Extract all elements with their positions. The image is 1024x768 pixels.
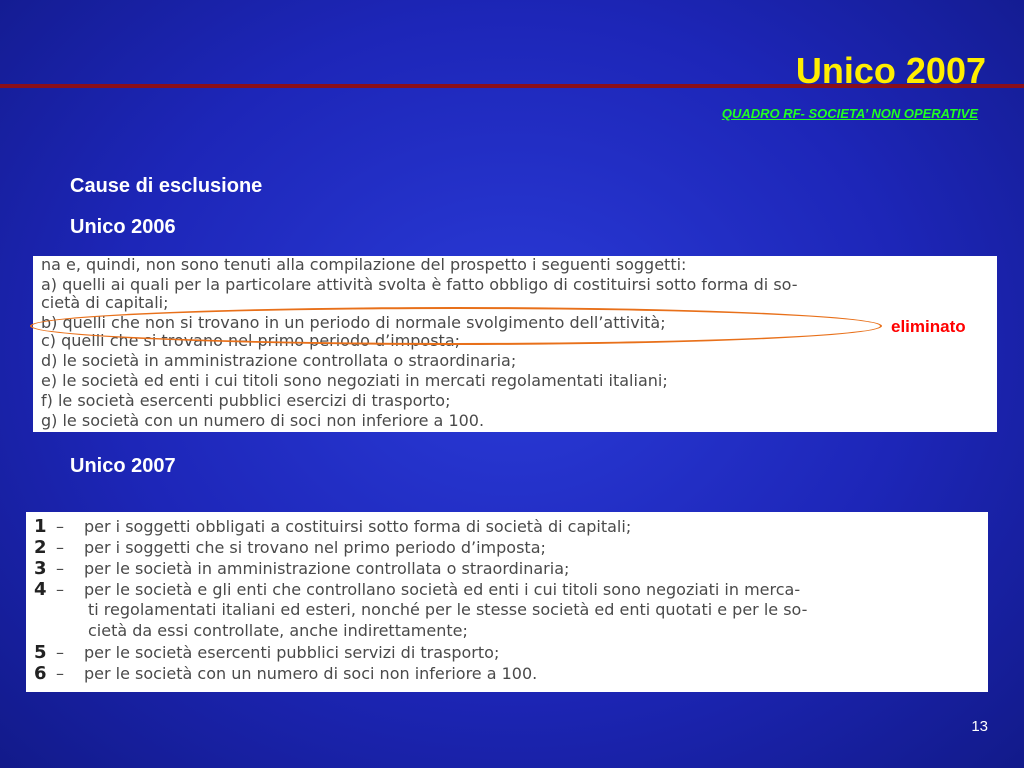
item-number: 1 — [34, 516, 47, 537]
list-item — [34, 537, 546, 558]
list-item — [34, 558, 569, 579]
excerpt-line: d) le società in amministrazione controllata o straordinaria; — [41, 351, 517, 370]
slide-title: Unico 2007 — [795, 50, 986, 91]
excerpt-line: cietà di capitali; — [41, 293, 169, 312]
highlight-ellipse — [30, 307, 882, 345]
item-text: per le società esercenti pubblici servizi di trasporto; — [84, 643, 500, 662]
item-text: per le società con un numero di soci non inferiore a 100. — [84, 664, 538, 683]
item-dash: – — [56, 538, 64, 557]
item-text: per i soggetti obbligati a costituirsi sotto forma di società di capitali; — [84, 517, 632, 536]
slide-subtitle: QUADRO RF- SOCIETA’ NON OPERATIVE — [721, 106, 978, 121]
excerpt-line: b) quelli che non si trovano in un periodo di normale svolgimento dell’attività; — [41, 313, 666, 332]
item-dash: – — [56, 559, 64, 578]
item-continuation: cietà da essi controllate, anche indirettamente; — [88, 621, 468, 640]
unico-2007-excerpt — [26, 512, 988, 692]
item-number: 5 — [34, 642, 47, 663]
item-text: per le società in amministrazione controllata o straordinaria; — [84, 559, 570, 578]
item-continuation: ti regolamentati italiani ed esteri, nonché per le stesse società ed enti quotati e per le so- — [88, 600, 808, 619]
heading-cause-esclusione: Cause di esclusione — [70, 175, 263, 197]
item-number: 3 — [34, 558, 47, 579]
excerpt-line: na e, quindi, non sono tenuti alla compilazione del prospetto i seguenti soggetti: — [41, 255, 687, 274]
list-item — [34, 579, 800, 600]
eliminato-label: eliminato — [891, 317, 966, 336]
item-text: per i soggetti che si trovano nel primo periodo d’imposta; — [84, 538, 546, 557]
page-number: 13 — [971, 718, 988, 735]
excerpt-line: c) quelli che si trovano nel primo periodo d’imposta; — [41, 331, 461, 350]
list-item — [34, 642, 499, 663]
item-number: 4 — [34, 579, 47, 600]
item-text: per le società e gli enti che controllano società ed enti i cui titoli sono negoziati in merca- — [84, 580, 801, 599]
item-dash: – — [56, 643, 64, 662]
list-item — [34, 663, 537, 684]
excerpt-line: e) le società ed enti i cui titoli sono negoziati in mercati regolamentati italiani; — [41, 371, 668, 390]
excerpt-line: f) le società esercenti pubblici esercizi di trasporto; — [41, 391, 451, 410]
excerpt-line: a) quelli ai quali per la particolare attività svolta è fatto obbligo di costituirsi sotto forma di so- — [41, 275, 798, 294]
list-item — [34, 516, 631, 537]
item-dash: – — [56, 517, 64, 536]
item-number: 2 — [34, 537, 47, 558]
heading-unico-2006: Unico 2006 — [70, 216, 176, 238]
heading-unico-2007: Unico 2007 — [70, 455, 176, 477]
item-number: 6 — [34, 663, 47, 684]
item-dash: – — [56, 580, 64, 599]
excerpt-line: g) le società con un numero di soci non inferiore a 100. — [41, 411, 485, 430]
item-dash: – — [56, 664, 64, 683]
